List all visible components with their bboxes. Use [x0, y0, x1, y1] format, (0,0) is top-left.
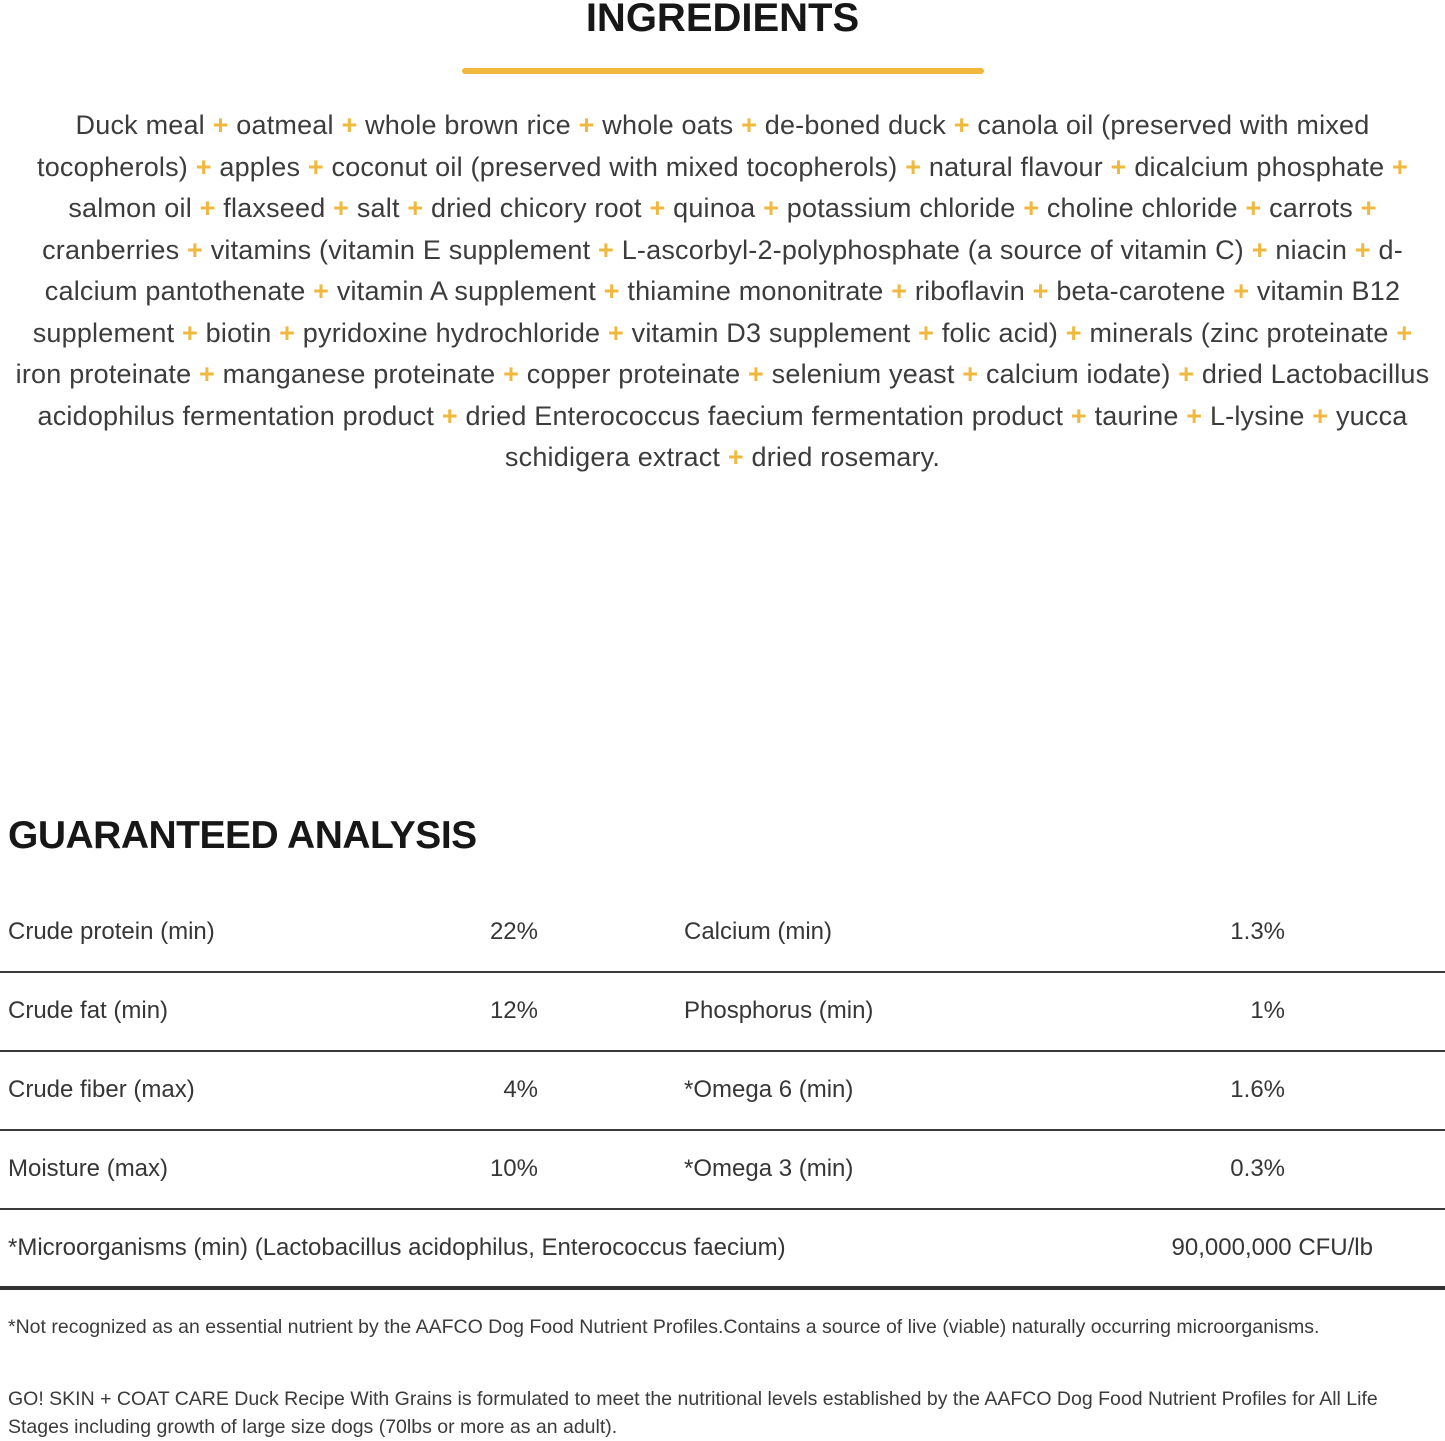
accent-divider — [462, 68, 984, 74]
analysis-row — [0, 894, 1445, 973]
plus-separator-icon: + — [341, 110, 358, 140]
analysis-value: 0.3% — [1230, 1155, 1285, 1182]
plus-separator-icon: + — [1392, 151, 1408, 182]
plus-separator-icon: + — [187, 234, 203, 265]
plus-separator-icon: + — [1354, 234, 1371, 265]
guaranteed-analysis-table — [0, 894, 1445, 1210]
analysis-row — [0, 1052, 1445, 1131]
analysis-value: 4% — [503, 1076, 538, 1103]
plus-separator-icon: + — [441, 400, 458, 431]
plus-separator-icon: + — [333, 193, 350, 223]
plus-separator-icon: + — [1396, 317, 1413, 348]
plus-separator-icon: + — [307, 151, 324, 182]
plus-separator-icon: + — [182, 317, 198, 348]
analysis-label: *Omega 6 (min) — [684, 1076, 854, 1103]
analysis-label: Moisture (max) — [8, 1155, 169, 1182]
analysis-value: 1.3% — [1230, 918, 1285, 945]
plus-separator-icon: + — [1312, 400, 1329, 431]
plus-separator-icon: + — [918, 317, 935, 348]
plus-separator-icon: + — [905, 151, 922, 182]
analysis-label: Calcium (min) — [684, 918, 833, 945]
plus-separator-icon: + — [741, 110, 758, 140]
analysis-label: Crude fat (min) — [8, 997, 169, 1024]
analysis-value: 22% — [489, 918, 538, 945]
analysis-row — [0, 1131, 1445, 1210]
analysis-value: 1.6% — [1230, 1076, 1285, 1103]
plus-separator-icon: + — [1251, 234, 1268, 265]
plus-separator-icon: + — [503, 359, 520, 389]
analysis-value: 10% — [489, 1155, 538, 1182]
microorganisms-row — [0, 1210, 1445, 1290]
formulation-footnote: GO! SKIN + COAT CARE Duck Recipe With Grains is formulated to meet the nutritional levels established by the AAFCO Dog Food Nutrient Profiles for All Life Stages including growth of large size dogs (70lbs or more as an adult). — [8, 1387, 1378, 1438]
analysis-label: *Omega 3 (min) — [684, 1155, 854, 1182]
plus-separator-icon: + — [212, 110, 229, 140]
analysis-label: Crude protein (min) — [8, 918, 215, 945]
ingredients-list: Duck meal + oatmeal + whole brown rice + whole oats + de-boned duck + canola oil (preserved with mixed tocopherols) + apples + coconut oil (preserved with mixed tocopherols) + natural flavour + dicalcium phosphate + salmon oil + flaxseed + salt + dried chicory root + quinoa + potassium chloride + choline chloride + carrots + cranberries + vitamins (vitamin E supplement + L-ascorbyl-2-polyphosphate (a source of vitamin C) + niacin + d-calcium pantothenate + vitamin A supplement + thiamine mononitrate + riboflavin + beta-carotene + vitamin B12 supplement + biotin + pyridoxine hydrochloride + vitamin D3 supplement + folic acid) + minerals (zinc proteinate + iron proteinate + manganese proteinate + copper proteinate + selenium yeast + calcium iodate) + dried Lactobacillus acidophilus fermentation product + dried Enterococcus faecium fermentation product + taurine + L-lysine + yucca schidigera extract + dried rosemary. — [15, 110, 1430, 472]
microorganisms-label: *Microorganisms (min) (Lactobacillus acidophilus, Enterococcus faecium) — [8, 1233, 786, 1261]
microorganisms-value: 90,000,000 CFU/lb — [1171, 1233, 1373, 1261]
plus-separator-icon: + — [1245, 193, 1262, 223]
plus-separator-icon: + — [1032, 276, 1049, 306]
plus-separator-icon: + — [598, 234, 615, 265]
plus-separator-icon: + — [891, 276, 908, 306]
plus-separator-icon: + — [1233, 276, 1250, 306]
analysis-value: 12% — [489, 997, 538, 1024]
plus-separator-icon: + — [279, 317, 296, 348]
aafco-footnote: *Not recognized as an essential nutrient by the AAFCO Dog Food Nutrient Profiles.Contains a source of live (viable) naturally occurring microorganisms. — [8, 1315, 1320, 1338]
plus-separator-icon: + — [1360, 193, 1377, 223]
plus-separator-icon: + — [748, 359, 764, 389]
plus-separator-icon: + — [1070, 400, 1087, 431]
plus-separator-icon: + — [1178, 359, 1195, 389]
plus-separator-icon: + — [962, 359, 979, 389]
plus-separator-icon: + — [727, 442, 744, 472]
plus-separator-icon: + — [1110, 151, 1127, 182]
analysis-row — [0, 973, 1445, 1052]
analysis-label: Crude fiber (max) — [8, 1076, 195, 1103]
plus-separator-icon: + — [1186, 400, 1203, 431]
guaranteed-analysis-title: GUARANTEED ANALYSIS — [8, 813, 477, 857]
plus-separator-icon: + — [199, 193, 216, 223]
plus-separator-icon: + — [199, 359, 215, 389]
plus-separator-icon: + — [1023, 193, 1040, 223]
plus-separator-icon: + — [407, 193, 424, 223]
plus-separator-icon: + — [649, 193, 666, 223]
plus-separator-icon: + — [953, 110, 970, 140]
plus-separator-icon: + — [603, 276, 620, 306]
plus-separator-icon: + — [1065, 317, 1082, 348]
plus-separator-icon: + — [607, 317, 624, 348]
ingredients-title: INGREDIENTS — [585, 0, 860, 40]
plus-separator-icon: + — [763, 193, 780, 223]
plus-separator-icon: + — [195, 151, 212, 182]
analysis-value: 1% — [1250, 997, 1285, 1024]
analysis-label: Phosphorus (min) — [684, 997, 874, 1024]
plus-separator-icon: + — [313, 276, 330, 306]
plus-separator-icon: + — [578, 110, 595, 140]
